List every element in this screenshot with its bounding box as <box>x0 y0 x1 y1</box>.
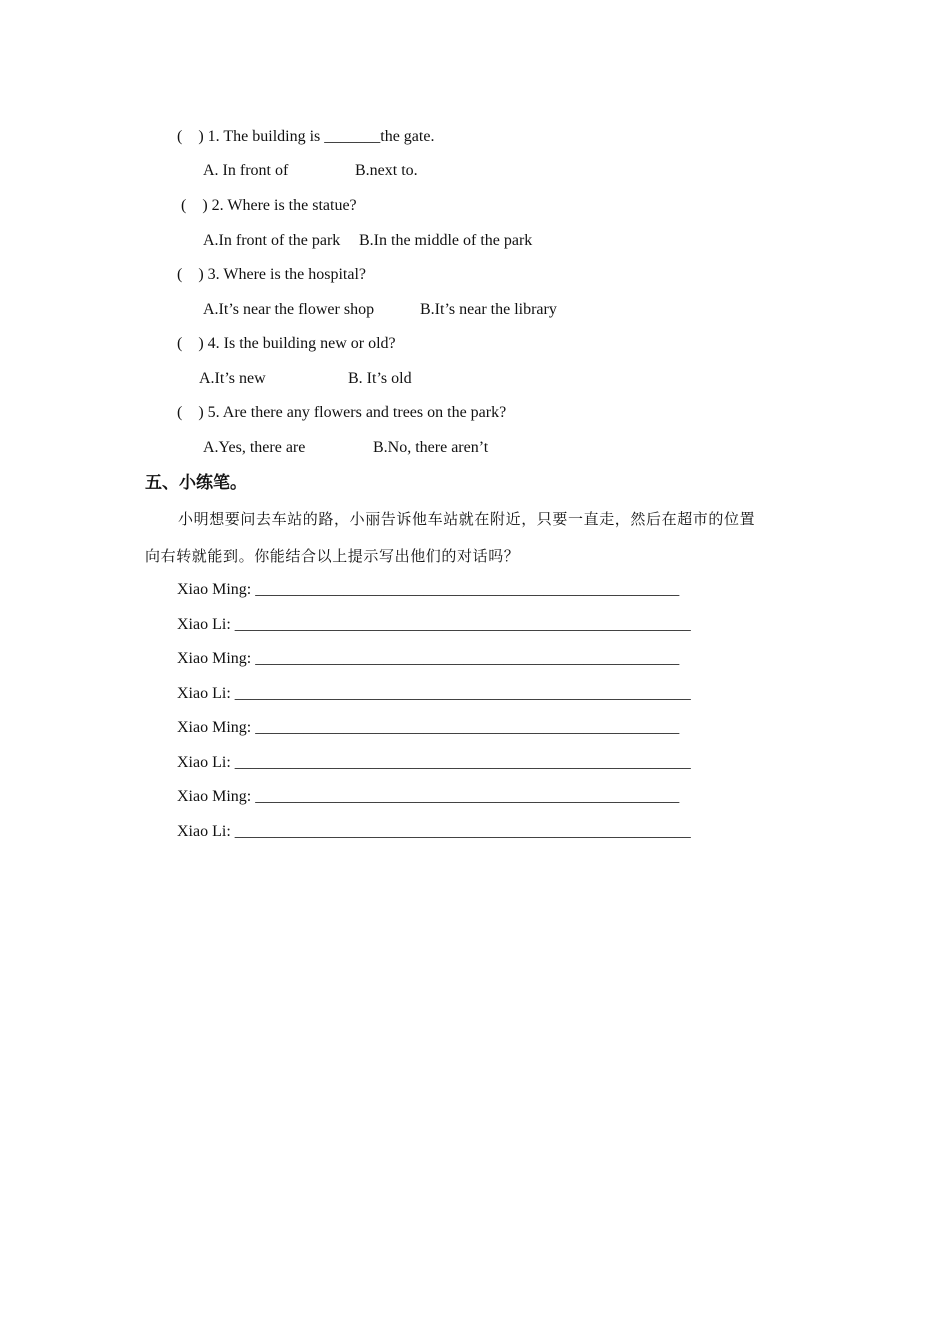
question-4-option-b: B. It’s old <box>348 370 412 387</box>
question-2-option-a: A.In front of the park <box>203 232 341 249</box>
dialogue-line-1: Xiao Ming: _____________________________________________________ <box>177 581 680 598</box>
question-3-option-b: B.It’s near the library <box>420 301 557 318</box>
section-5-title: 五、小练笔。 <box>145 473 247 493</box>
section-5-prompt-line-1: 小明想要问去车站的路，小丽告诉他车站就在附近，只要一直走，然后在超市的位置 <box>178 510 756 528</box>
dialogue-line-4: Xiao Li: _________________________________________________________ <box>177 685 691 702</box>
question-5-stem: ( ) 5. Are there any flowers and trees on the park? <box>177 404 507 421</box>
question-3-option-a: A.It’s near the flower shop <box>203 301 375 318</box>
question-1-option-a: A. In front of <box>203 162 289 179</box>
dialogue-line-6: Xiao Li: _________________________________________________________ <box>177 754 691 771</box>
section-5-prompt-line-2: 向右转就能到。你能结合以上提示写出他们的对话吗？ <box>145 547 520 565</box>
question-3-stem: ( ) 3. Where is the hospital? <box>177 266 366 283</box>
dialogue-line-2: Xiao Li: _________________________________________________________ <box>177 616 691 633</box>
dialogue-line-7: Xiao Ming: _____________________________________________________ <box>177 788 680 805</box>
question-4-stem: ( ) 4. Is the building new or old? <box>177 335 396 352</box>
question-2-option-b: B.In the middle of the park <box>359 232 533 249</box>
question-1-stem: ( ) 1. The building is _______the gate. <box>177 128 435 145</box>
dialogue-line-3: Xiao Ming: _____________________________________________________ <box>177 650 680 667</box>
question-4-option-a: A.It’s new <box>199 370 266 387</box>
question-1-option-b: B.next to. <box>355 162 418 179</box>
dialogue-line-8: Xiao Li: _________________________________________________________ <box>177 823 691 840</box>
question-2-stem: ( ) 2. Where is the statue? <box>181 197 357 214</box>
dialogue-line-5: Xiao Ming: _____________________________________________________ <box>177 719 680 736</box>
question-5-option-b: B.No, there aren’t <box>373 439 489 456</box>
question-5-option-a: A.Yes, there are <box>203 439 306 456</box>
